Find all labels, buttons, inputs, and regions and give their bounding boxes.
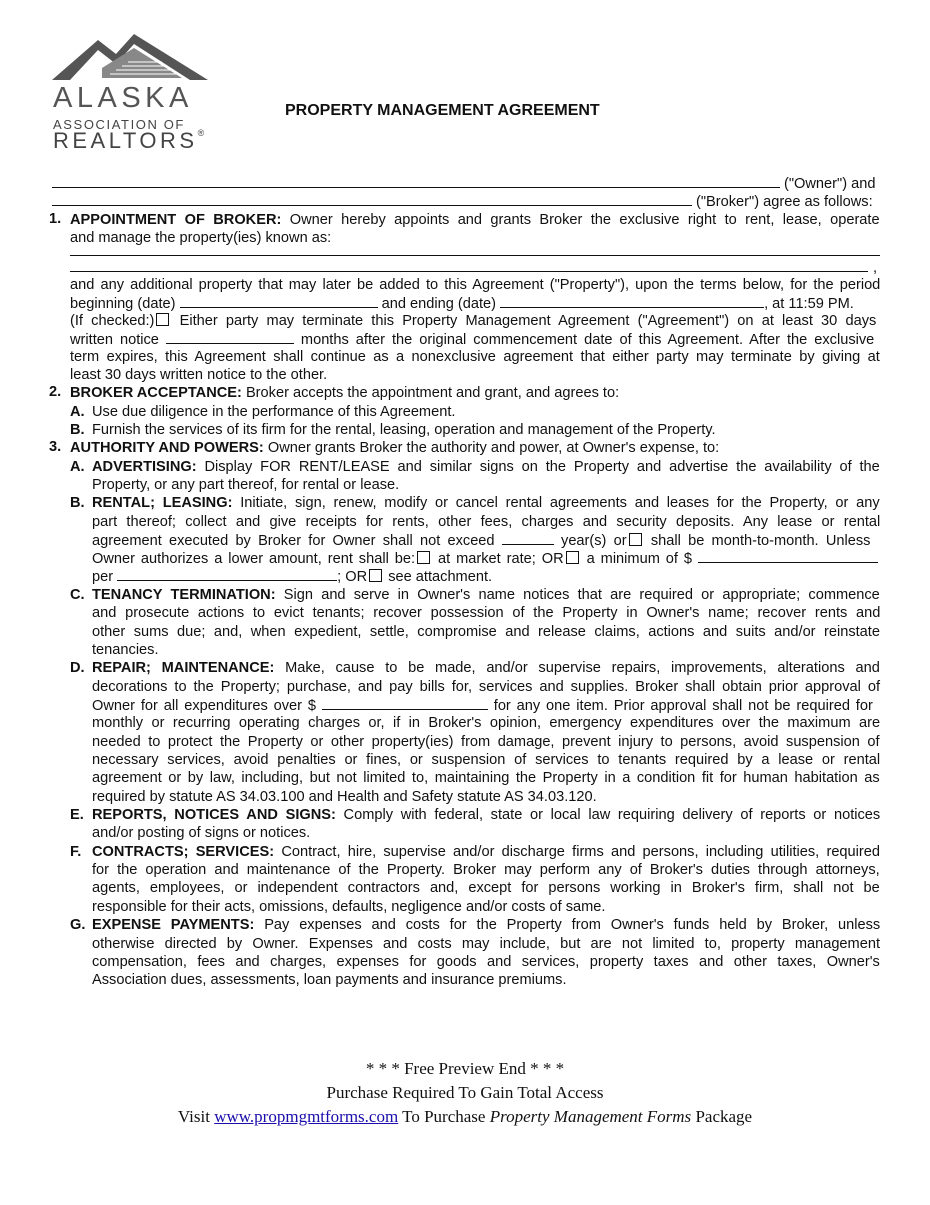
to-purchase-text: To Purchase — [402, 1107, 486, 1126]
section-3b-line-1 — [92, 494, 880, 512]
terminate-text: Either party may terminate this Property Management Agreement ("Agreement") on at least 30 days — [179, 313, 877, 329]
section-3g-text-3: compensation, fees and charges, expenses for goods and services, property taxes and other taxes, Owner's — [92, 954, 880, 970]
section-3d-text-1: Make, cause to be made, and/or supervise repairs, improvements, alterations and — [285, 660, 880, 676]
month-to-month-text: shall be month-to-month. Unless — [650, 533, 871, 549]
section-2-heading: BROKER ACCEPTANCE: — [70, 385, 242, 401]
section-1-notice-line — [70, 330, 874, 349]
if-checked-label: (If checked:) — [70, 313, 155, 329]
market-rate-checkbox[interactable] — [417, 551, 430, 564]
section-3-text: Owner grants Broker the authority and power, at Owner's expense, to: — [267, 440, 720, 456]
section-3d-label: D. — [70, 660, 85, 676]
alaska-realtors-logo — [50, 30, 220, 153]
section-1-text-2: and manage the property(ies) known as: — [70, 230, 332, 246]
logo-realtors: REALTORS — [53, 128, 198, 153]
logo-line-2: ASSOCIATION OF — [53, 117, 185, 132]
section-3g-text-2: otherwise directed by Owner. Expenses and costs may include, but are not limited to, property management — [92, 936, 880, 952]
years-or-text: year(s) or — [561, 533, 627, 549]
section-3c-line-1 — [92, 586, 880, 604]
terminate-checkbox[interactable] — [156, 313, 169, 326]
section-3g-text-4: Association dues, assessments, loan payments and insurance premiums. — [92, 972, 567, 988]
owner-line — [52, 174, 880, 193]
month-to-month-checkbox[interactable] — [629, 533, 642, 546]
lease-years-field[interactable] — [502, 531, 554, 545]
section-3d-text-7: agreement or by law, including, but not limited to, maintaining the Property in a condition fit for human habitation as — [92, 770, 880, 786]
purchase-line — [0, 1105, 930, 1129]
minimum-rent-field[interactable] — [698, 549, 878, 563]
beginning-date-field[interactable] — [180, 294, 378, 308]
section-3f-text-1: Contract, hire, supervise and/or discharge firms and persons, including utilities, required — [281, 844, 880, 860]
section-3d-heading: REPAIR; MAINTENANCE: — [92, 660, 275, 676]
section-3g-label: G. — [70, 917, 86, 933]
section-3f-text-3: agents, employees, or independent contractors and, except for persons working in Broker's firm, shall not be — [92, 880, 880, 896]
expenditure-text: for any one item. Prior approval shall not be required for — [493, 698, 873, 714]
section-3g-line-1 — [92, 916, 880, 934]
logo-line-3 — [53, 128, 208, 154]
rent-label: Owner authorizes a lower amount, rent shall be: — [92, 551, 416, 567]
rent-period-field[interactable] — [117, 567, 337, 581]
expenditure-label: Owner for all expenditures over $ — [92, 698, 317, 714]
section-3c-text-2: and prosecute actions to evict tenants; recover possession of the Property in Owner's name; recover rents and — [92, 605, 881, 621]
address-comma: , — [873, 260, 878, 276]
package-text: Package — [695, 1107, 753, 1126]
section-3b-text-1: Initiate, sign, renew, modify or cancel rental agreements and leases for the Property, or any — [240, 495, 880, 511]
section-3c-text-3: other sums due; and, when expedient, settle, compromise and release claims, actions and suits and/or reinstate — [92, 624, 880, 640]
section-3d-text-4: monthly or recurring operating charges or, if in Broker's opinion, emergency expenditures over the maximum are — [92, 715, 881, 731]
beginning-date-label: beginning (date) — [70, 296, 176, 312]
section-3d-text-2: decorations to the Property; purchase, and pay bills for, services and supplies. Broker shall obtain prior approval of — [92, 679, 881, 695]
notice-months-text: months after the original commencement date of this Agreement. After the exclusive — [300, 332, 875, 348]
product-name: Property Management Forms — [489, 1107, 692, 1126]
section-2a-label: A. — [70, 404, 85, 420]
see-attachment-text: see attachment. — [388, 569, 493, 585]
section-2a-text: Use due diligence in the performance of this Agreement. — [92, 404, 456, 420]
section-3b-text-2: part thereof; collect and give receipts for rents, other fees, charges and security deposits. Any lease or rental — [92, 514, 881, 530]
section-3a-text-2: Property, or any part thereof, for rental or lease. — [92, 477, 400, 493]
section-3b-line-3 — [92, 531, 870, 550]
section-3a-heading: ADVERTISING: — [92, 459, 197, 475]
section-3f-line-1 — [92, 843, 880, 861]
section-1-line-1 — [70, 211, 880, 229]
minimum-rent-text: a minimum of $ — [586, 551, 693, 567]
owner-name-field[interactable] — [52, 174, 780, 188]
section-3e-label: E. — [70, 807, 84, 823]
section-3c-text-1: Sign and serve in Owner's name notices that are required or appropriate; commence — [283, 587, 880, 603]
notice-months-field[interactable] — [166, 330, 294, 344]
propmgmtforms-link[interactable]: www.propmgmtforms.com — [214, 1107, 399, 1126]
section-3-line — [70, 439, 719, 457]
preview-end-text: * * * Free Preview End * * * — [365, 1059, 565, 1078]
expenditure-limit-field[interactable] — [322, 696, 488, 710]
section-3f-text-2: for the operation and maintenance of the Property. Broker may perform any of Broker's duties through attorneys, — [92, 862, 880, 878]
section-2b-text: Furnish the services of its firm for the rental, leasing, operation and management of the Property. — [92, 422, 716, 438]
see-attachment-checkbox[interactable] — [369, 569, 382, 582]
section-3b-line-4 — [92, 549, 878, 568]
owner-suffix: ("Owner") and — [784, 176, 876, 192]
section-3f-heading: CONTRACTS; SERVICES: — [92, 844, 275, 860]
section-3e-heading: REPORTS, NOTICES AND SIGNS: — [92, 807, 336, 823]
page-title: PROPERTY MANAGEMENT AGREEMENT — [285, 102, 600, 119]
section-3e-line-1 — [92, 806, 880, 824]
logo-line-1: ALASKA — [53, 82, 193, 114]
per-label: per — [92, 569, 114, 585]
lease-term-label: agreement executed by Broker for Owner shall not exceed — [92, 533, 495, 549]
market-rate-text: at market rate; OR — [437, 551, 564, 567]
section-3f-text-4: responsible for their acts, omissions, defaults, negligence and/or costs of same. — [92, 899, 606, 915]
or-text: ; OR — [337, 569, 368, 585]
section-3e-text-1: Comply with federal, state or local law requiring delivery of reports or notices — [343, 807, 881, 823]
mountain-logo-icon — [50, 30, 210, 82]
section-3e-text-2: and/or posting of signs or notices. — [92, 825, 311, 841]
section-3c-label: C. — [70, 587, 85, 603]
section-2-line — [70, 384, 619, 402]
purchase-required-text: Purchase Required To Gain Total Access — [326, 1083, 604, 1102]
ending-date-field[interactable] — [500, 294, 764, 308]
section-1-text-3: and any additional property that may later be added to this Agreement ("Property"), upon the terms below, for the period — [70, 277, 881, 293]
section-3-heading: AUTHORITY AND POWERS: — [70, 440, 264, 456]
property-address-field-1[interactable] — [70, 255, 880, 256]
section-1-dates-line — [70, 294, 854, 313]
section-1-text-8: least 30 days written notice to the other. — [70, 367, 328, 383]
section-2-text: Broker accepts the appointment and grant, and agrees to: — [245, 385, 620, 401]
section-3c-heading: TENANCY TERMINATION: — [92, 587, 276, 603]
section-2-number: 2. — [49, 384, 62, 400]
section-1-text-7: term expires, this Agreement shall continue as a nonexclusive agreement that either party may terminate by giving at — [70, 349, 880, 365]
broker-name-field[interactable] — [52, 192, 692, 206]
section-1-terminate-line — [70, 312, 876, 330]
registered-mark: ® — [197, 128, 208, 138]
section-2b-label: B. — [70, 422, 85, 438]
section-3-number: 3. — [49, 439, 62, 455]
section-3b-heading: RENTAL; LEASING: — [92, 495, 233, 511]
section-3f-label: F. — [70, 844, 82, 860]
section-3g-text-1: Pay expenses and costs for the Property from Owner's funds held by Broker, unless — [264, 917, 881, 933]
property-address-field-2[interactable] — [70, 271, 868, 272]
section-3d-text-5: needed to protect the Property or other property(ies) from damage, prevent injury to persons, avoid suspension of — [92, 734, 880, 750]
section-3a-label: A. — [70, 459, 85, 475]
section-3a-line-1 — [92, 458, 880, 476]
section-1-number: 1. — [49, 211, 62, 227]
section-3d-text-6: necessary services, avoid penalties or fines, or suspension of services to tenants required by a lease or rental — [92, 752, 881, 768]
section-3c-text-4: tenancies. — [92, 642, 159, 658]
section-3b-line-5 — [92, 567, 492, 586]
visit-text: Visit — [177, 1107, 210, 1126]
section-1-text-1: Owner hereby appoints and grants Broker the exclusive right to rent, lease, operate — [289, 212, 880, 228]
ending-time-text: , at 11:59 PM. — [764, 296, 854, 312]
broker-line — [52, 192, 884, 211]
section-3a-text-1: Display FOR RENT/LEASE and similar signs on the Property and advertise the availability of the — [204, 459, 880, 475]
written-notice-label: written notice — [70, 332, 159, 348]
section-3g-heading: EXPENSE PAYMENTS: — [92, 917, 255, 933]
ending-date-label: and ending (date) — [381, 296, 497, 312]
broker-suffix: ("Broker") agree as follows: — [696, 194, 873, 210]
minimum-rent-checkbox[interactable] — [566, 551, 579, 564]
section-3d-line-1 — [92, 659, 880, 677]
section-3d-line-3 — [92, 696, 873, 715]
section-1-heading: APPOINTMENT OF BROKER: — [70, 212, 282, 228]
section-3b-label: B. — [70, 495, 85, 511]
section-3d-text-8: required by statute AS 34.03.100 and Health and Safety statute AS 34.03.120. — [92, 789, 597, 805]
